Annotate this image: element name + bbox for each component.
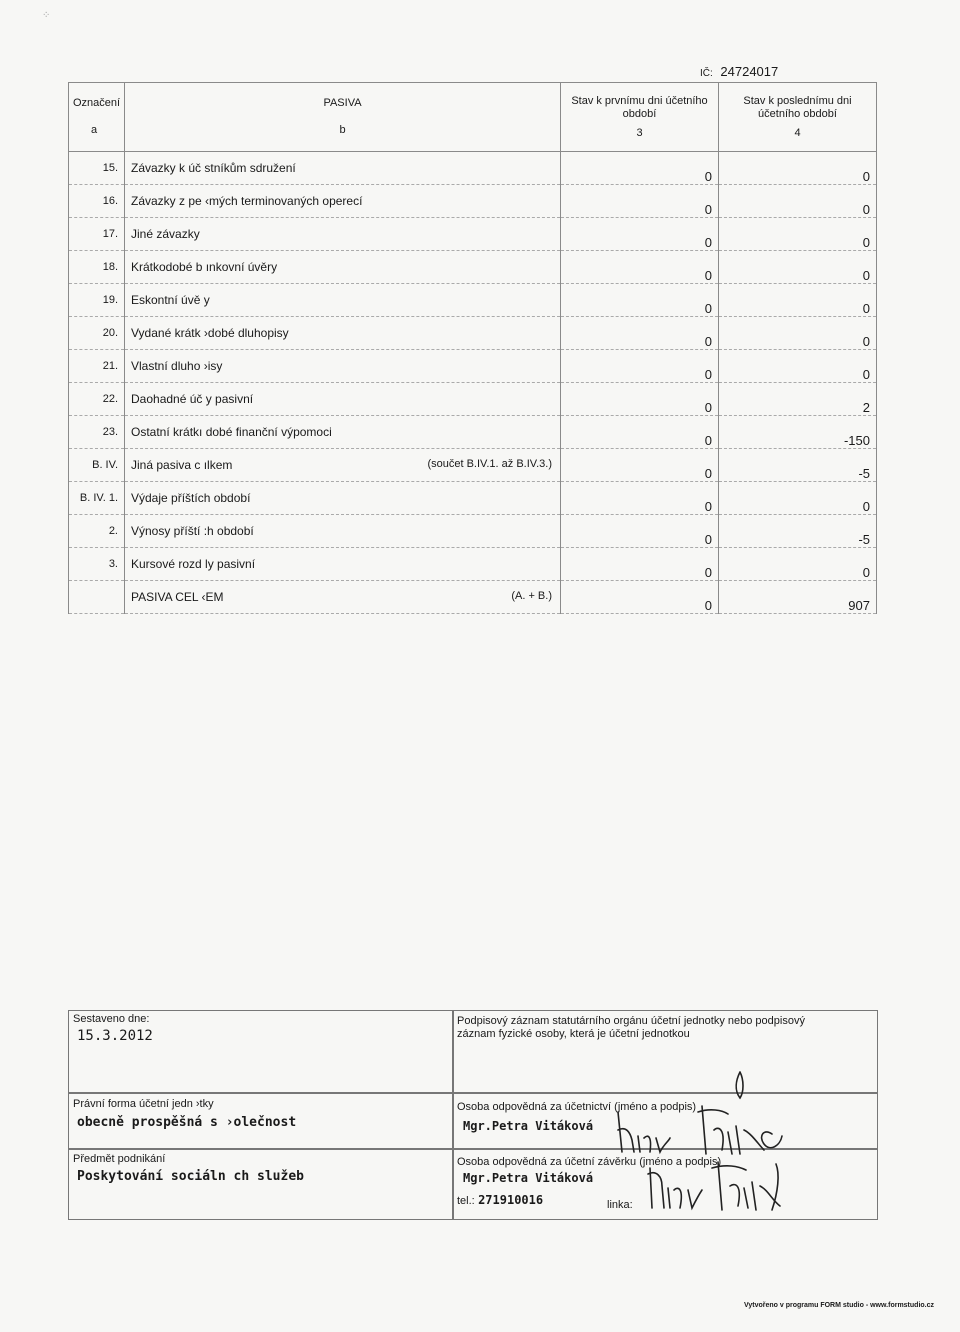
- row-last-value: 0: [719, 350, 877, 383]
- ic-field: [700, 64, 778, 79]
- ic-label: IČ:: [700, 68, 713, 79]
- row-label: Daohadné úč y pasivní: [131, 392, 254, 406]
- row-label-cell: [125, 152, 561, 185]
- row-label-cell: [125, 218, 561, 251]
- row-label-cell: [125, 482, 561, 515]
- row-label: Ostatní krátkı dobé finanční výpomoci: [131, 425, 332, 439]
- row-mark: B. IV. 1.: [69, 482, 125, 515]
- col-first-day-title: Stav k prvnímu dni účetního období: [571, 94, 708, 120]
- row-last-value: 0: [719, 251, 877, 284]
- row-first-value: 0: [561, 515, 719, 548]
- row-mark: 3.: [69, 548, 125, 581]
- row-label-cell: [125, 548, 561, 581]
- row-label: Vlastní dluho ›isy: [131, 359, 223, 373]
- table-row: [69, 152, 877, 185]
- table-row: [69, 581, 877, 614]
- table-row: [69, 515, 877, 548]
- legal-form-box: [68, 1092, 454, 1150]
- row-mark: 23.: [69, 416, 125, 449]
- row-label-cell: [125, 581, 561, 614]
- col-designation-title: Označení: [73, 97, 121, 109]
- row-first-value: 0: [561, 350, 719, 383]
- row-mark: [69, 581, 125, 614]
- col-liabilities: [125, 83, 561, 152]
- row-label-cell: [125, 449, 561, 482]
- table-row: [69, 251, 877, 284]
- row-last-value: 2: [719, 383, 877, 416]
- row-first-value: 0: [561, 581, 719, 614]
- row-label: Závazky k úč stníkům sdružení: [131, 161, 296, 175]
- phone-field: [457, 1193, 543, 1208]
- row-label: Jiná pasiva c ılkem: [131, 458, 233, 472]
- row-label: Závazky z pe ‹mých terminovaných operecí: [131, 194, 363, 208]
- signature-record-label: Podpisový záznam statutárního orgánu účetní jednotky nebo podpisový záznam fyzické osoby, která je účetní jednotkou: [457, 1015, 805, 1040]
- row-label: Jiné závazky: [131, 227, 200, 241]
- col-last-day: [719, 83, 877, 152]
- table-row: [69, 317, 877, 350]
- col-first-day: [561, 83, 719, 152]
- row-label-cell: [125, 251, 561, 284]
- col-last-day-title: Stav k poslednímu dni účetního období: [743, 94, 852, 120]
- row-first-value: 0: [561, 416, 719, 449]
- table-row: [69, 383, 877, 416]
- row-note: (A. + B.): [511, 590, 552, 602]
- compiled-date-label: Sestaveno dne:: [73, 1013, 150, 1025]
- row-last-value: 0: [719, 185, 877, 218]
- table-row: [69, 284, 877, 317]
- phone-label: tel.:: [457, 1195, 475, 1207]
- table-header: [69, 83, 877, 152]
- compiled-date-box: [68, 1010, 454, 1094]
- row-mark: 21.: [69, 350, 125, 383]
- row-label: Krátkodobé b ınkovní úvěry: [131, 260, 278, 274]
- row-mark: 15.: [69, 152, 125, 185]
- closing-person-value: Mgr.Petra Vitáková: [463, 1171, 594, 1185]
- row-first-value: 0: [561, 548, 719, 581]
- col-last-day-sub: 4: [794, 126, 801, 139]
- row-last-value: 0: [719, 317, 877, 350]
- row-label: PASIVA CEL ‹EM: [131, 590, 224, 604]
- col-designation: [69, 83, 125, 152]
- liabilities-table: [68, 82, 877, 614]
- row-label: Výnosy příští :h období: [131, 524, 254, 538]
- row-label-cell: [125, 416, 561, 449]
- row-mark: 18.: [69, 251, 125, 284]
- row-note: (součet B.IV.1. až B.IV.3.): [427, 458, 552, 470]
- row-first-value: 0: [561, 284, 719, 317]
- row-label-cell: [125, 284, 561, 317]
- table-row: [69, 416, 877, 449]
- row-last-value: 0: [719, 482, 877, 515]
- signature-closing-icon: [640, 1152, 790, 1214]
- row-last-value: -150: [719, 416, 877, 449]
- ic-value: 24724017: [720, 64, 779, 79]
- table-row: [69, 185, 877, 218]
- row-first-value: 0: [561, 383, 719, 416]
- row-last-value: 0: [719, 284, 877, 317]
- col-liabilities-title: PASIVA: [323, 97, 362, 109]
- row-last-value: 0: [719, 218, 877, 251]
- table-row: [69, 350, 877, 383]
- accounting-person-value: Mgr.Petra Vitáková: [463, 1119, 594, 1133]
- row-last-value: 0: [719, 152, 877, 185]
- business-subject-box: [68, 1148, 454, 1220]
- row-last-value: 0: [719, 548, 877, 581]
- row-label-cell: [125, 350, 561, 383]
- table-row: [69, 548, 877, 581]
- closing-person-label: Osoba odpovědná za účetní závěrku (jméno a podpis): [457, 1156, 722, 1168]
- col-designation-sub: a: [91, 124, 98, 136]
- legal-form-label: Právní forma účetní jedn ›tky: [73, 1098, 214, 1110]
- row-mark: 20.: [69, 317, 125, 350]
- row-label: Eskontní úvě y: [131, 293, 210, 307]
- row-mark: 16.: [69, 185, 125, 218]
- row-mark: 19.: [69, 284, 125, 317]
- row-first-value: 0: [561, 449, 719, 482]
- row-first-value: 0: [561, 152, 719, 185]
- row-mark: B. IV.: [69, 449, 125, 482]
- accounting-person-label: Osoba odpovědná za účetnictví (jméno a podpis): [457, 1101, 697, 1113]
- row-first-value: 0: [561, 218, 719, 251]
- scan-speck: ⁘: [42, 10, 51, 21]
- row-first-value: 0: [561, 482, 719, 515]
- row-mark: 2.: [69, 515, 125, 548]
- extension-label: linka:: [607, 1199, 633, 1211]
- legal-form-value: obecně prospěšná s ›olečnost: [77, 1115, 297, 1130]
- col-first-day-sub: 3: [636, 126, 643, 139]
- table-row: [69, 449, 877, 482]
- table-row: [69, 218, 877, 251]
- row-label-cell: [125, 383, 561, 416]
- row-last-value: -5: [719, 515, 877, 548]
- row-label: Kursové rozd ly pasivní: [131, 557, 256, 571]
- business-subject-label: Předmět podnikání: [73, 1153, 166, 1165]
- software-credit: Vytvořeno v programu FORM studio - www.formstudio.cz: [743, 1302, 934, 1309]
- row-first-value: 0: [561, 185, 719, 218]
- row-mark: 22.: [69, 383, 125, 416]
- phone-value: 271910016: [478, 1193, 544, 1207]
- row-last-value: -5: [719, 449, 877, 482]
- row-label: Vydané krátk ›dobé dluhopisy: [131, 326, 289, 340]
- row-first-value: 0: [561, 251, 719, 284]
- row-mark: 17.: [69, 218, 125, 251]
- col-liabilities-sub: b: [339, 124, 346, 136]
- row-first-value: 0: [561, 317, 719, 350]
- row-label: Výdaje příštích období: [131, 491, 251, 505]
- table-row: [69, 482, 877, 515]
- compiled-date-value: 15.3.2012: [77, 1028, 153, 1044]
- row-label-cell: [125, 317, 561, 350]
- row-last-value: 907: [719, 581, 877, 614]
- business-subject-value: Poskytování sociáln ch služeb: [77, 1169, 304, 1184]
- row-label-cell: [125, 515, 561, 548]
- row-label-cell: [125, 185, 561, 218]
